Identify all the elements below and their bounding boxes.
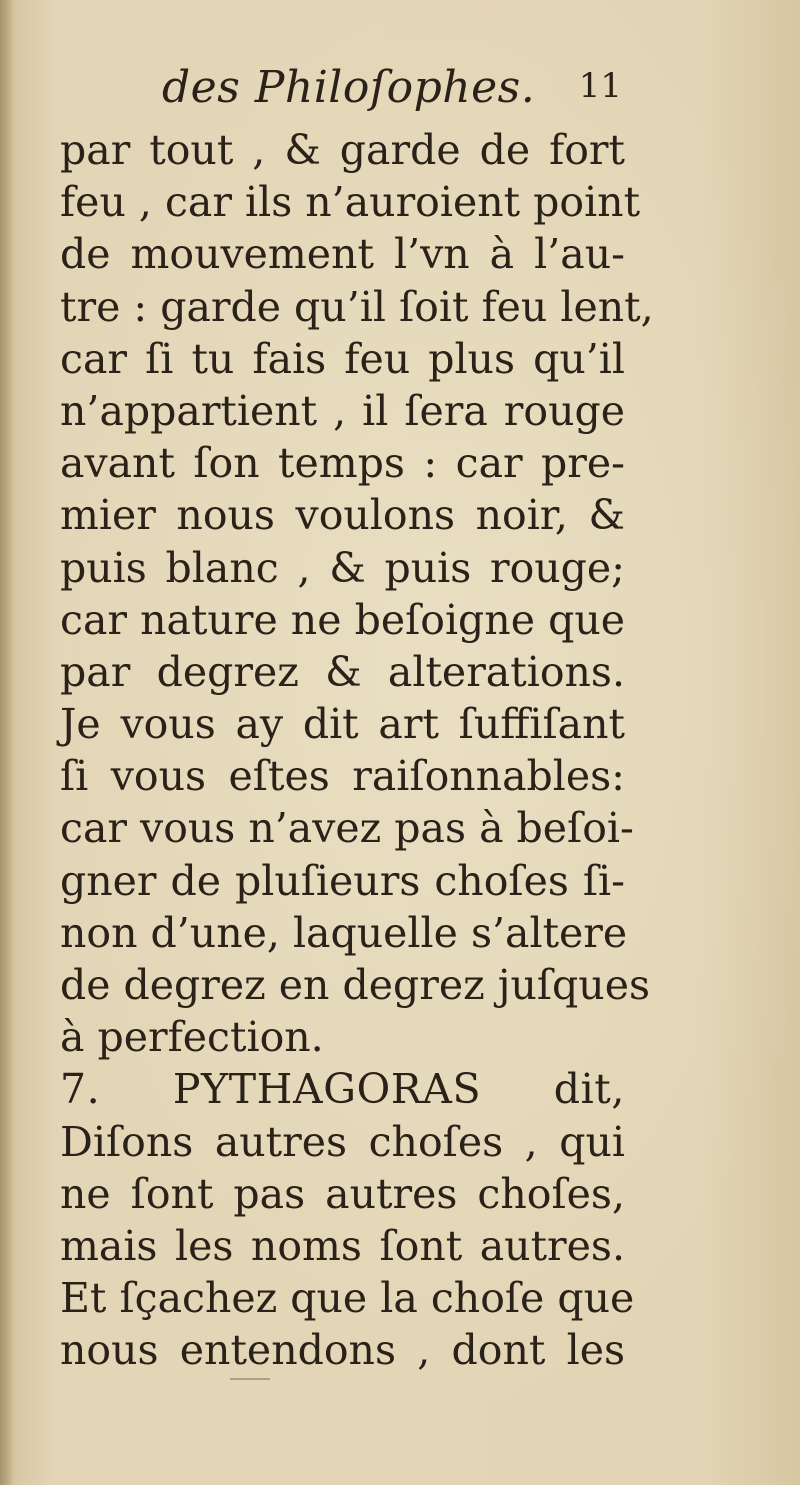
running-title: des Philoſophes. xyxy=(162,62,536,113)
text-line: Je vous ay dit art ſuffiſant xyxy=(60,700,625,749)
text-line: feu , car ils n’auroient point xyxy=(60,178,641,227)
page-header xyxy=(60,58,630,122)
text-line: Diſons autres choſes , qui xyxy=(60,1117,625,1166)
text-line: avant ſon temps : car pre- xyxy=(60,439,625,488)
text-line: à perfection. xyxy=(60,1013,324,1062)
text-line: par tout , & garde de fort xyxy=(60,126,625,174)
text-line: mais les noms ſont autres. xyxy=(60,1221,625,1270)
text-line: car ſi tu fais feu plus qu’il xyxy=(60,334,625,383)
text-line: gner de pluſieurs choſes ſi- xyxy=(60,856,625,905)
ink-mark xyxy=(230,1378,270,1380)
text-line: car nature ne beſoigne que xyxy=(60,595,625,644)
text-line: tre : garde qu’il ſoit feu lent, xyxy=(60,282,654,331)
text-line: de mouvement l’vn à l’au- xyxy=(60,230,625,279)
text-line: nous entendons , dont les xyxy=(60,1326,625,1375)
text-line: par degrez & alterations. xyxy=(60,647,625,696)
page-number: 11 xyxy=(578,66,622,106)
text-line: puis blanc , & puis rouge; xyxy=(60,543,625,592)
text-line: car vous n’avez pas à beſoi- xyxy=(60,804,634,853)
text-line: ſi vous eſtes raiſonnables: xyxy=(60,752,625,801)
text-line: de degrez en degrez juſques xyxy=(60,961,650,1009)
body-text xyxy=(60,124,654,1377)
page-gutter-shadow xyxy=(0,0,14,1485)
text-line: n’appartient , il ſera rouge xyxy=(60,386,625,435)
text-line: non d’une, laquelle s’altere xyxy=(60,908,628,957)
text-line: mier nous voulons noir, & xyxy=(60,491,625,540)
text-line: ne ſont pas autres choſes, xyxy=(60,1169,625,1218)
text-line: Et ſçachez que la choſe que xyxy=(60,1274,635,1323)
section-heading-line: 7. PYTHAGORAS dit, xyxy=(60,1065,625,1114)
